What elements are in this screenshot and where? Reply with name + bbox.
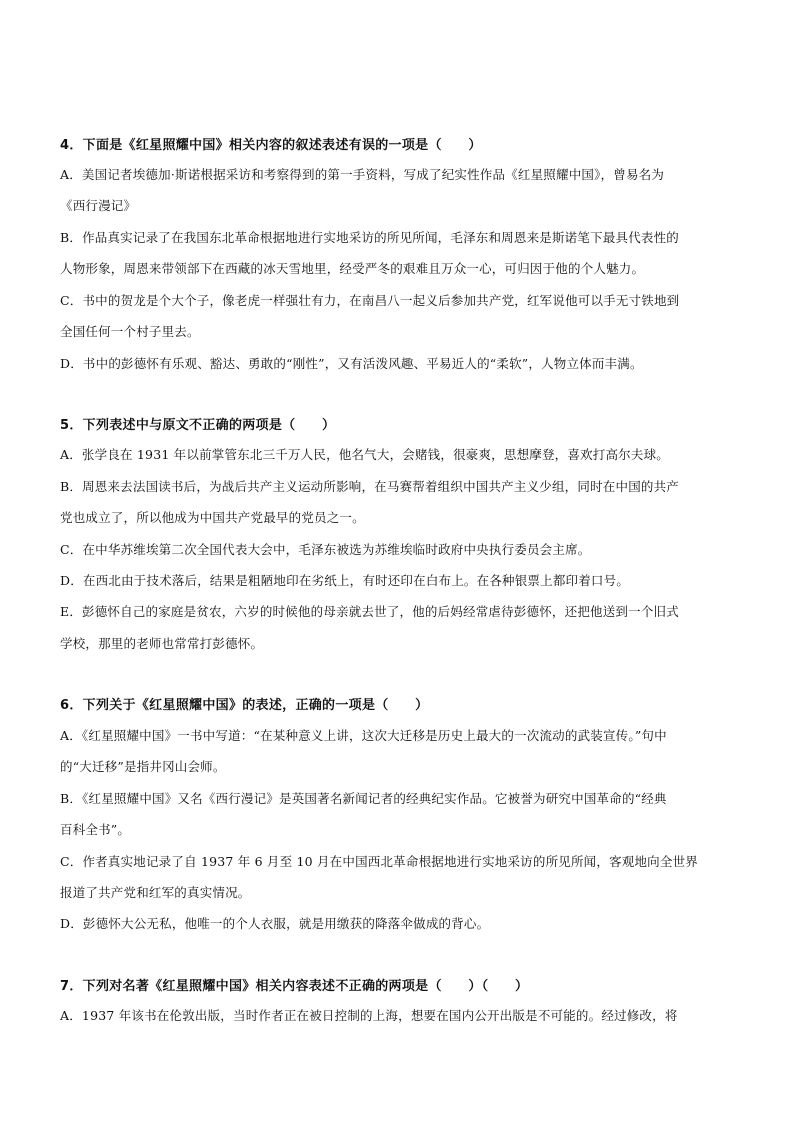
question-5-line-2: B．周恩来去法国读书后，为战后共产主义运动所影响，在马赛帮着组织中国共产主义少组，同时在中国的共产 [60,479,679,494]
question-4-line-1: A．美国记者埃德加·斯诺根据采访和考察得到的第一手资料，写成了纪实性作品《红星照耀中国》，曾易名为 [60,167,665,182]
question-6-title: 6．下列关于《红星照耀中国》的表述，正确的一项是（ ） [60,698,429,713]
question-7-title: 7．下列对名著《红星照耀中国》相关内容表述不正确的两项是（ ）（ ） [60,979,529,994]
question-4-title: 4．下面是《红星照耀中国》相关内容的叙述表述有误的一项是（ ） [60,138,482,153]
question-5-line-5: D．在西北由于技术落后，结果是粗陋地印在劣纸上，有时还印在白布上。在各种银票上都印着口号。 [60,573,630,588]
question-4-line-2: 《西行漫记》 [60,198,137,213]
question-5-line-4: C．在中华苏维埃第二次全国代表大会中，毛泽东被选为苏维埃临时政府中央执行委员会主席。 [60,542,591,557]
question-5-line-6: E．彭德怀自己的家庭是贫农，六岁的时候他的母亲就去世了，他的后妈经常虐待彭德怀，还把他送到一个旧式 [60,604,679,619]
question-5-line-3: 党也成立了，所以他成为中国共产党最早的党员之一。 [60,510,365,525]
question-4-line-7: D．书中的彭德怀有乐观、豁达、勇敢的“刚性”，又有活泼风趣、平易近人的“柔软”，人物立体而丰满。 [60,356,643,371]
question-6-line-4: 百科全书”。 [60,822,131,837]
question-7-line-1: A．1937 年该书在伦敦出版，当时作者正在被日控制的上海，想要在国内公开出版是不可能的。经过修改，将 [60,1008,678,1023]
question-5-line-1: A．张学良在 1931 年以前掌管东北三千万人民，他名气大，会赌钱，很豪爽，思想摩登，喜欢打高尔夫球。 [60,447,669,462]
question-4-line-6: 全国任何一个村子里去。 [60,324,200,339]
question-6-line-3: B．《红星照耀中国》又名《西行漫记》是英国著名新闻记者的经典纪实作品。它被誉为研究中国革命的“经典 [60,791,667,806]
question-4-line-5: C．书中的贺龙是个大个子，像老虎一样强壮有力，在南昌八一起义后参加共产党，红军说他可以手无寸铁地到 [60,293,680,308]
question-5-line-7: 学校，那里的老师也常常打彭德怀。 [60,636,264,651]
question-6-line-7: D．彭德怀大公无私，他唯一的个人衣服，就是用缴获的降落伞做成的背心。 [60,916,490,931]
question-6-line-5: C．作者真实地记录了自 1937 年 6 月至 10 月在中国西北革命根据地进行实地采访的所见所闻，客观地向全世界 [60,854,698,869]
question-6-line-6: 报道了共产党和红军的真实情况。 [60,885,251,900]
question-6-line-2: 的“大迁移”是指井冈山会师。 [60,759,226,774]
question-4-line-4: 人物形象，周恩来带领部下在西藏的冰天雪地里，经受严冬的艰难且万众一心，可归因于他的个人魅力。 [60,261,645,276]
question-5-title: 5．下列表述中与原文不正确的两项是（ ） [60,418,336,433]
question-4-line-3: B．作品真实记录了在我国东北革命根据地进行实地采访的所见所闻，毛泽东和周恩来是斯诺笔下最具代表性的 [60,230,679,245]
question-6-line-1: A．《红星照耀中国》一书中写道：“在某种意义上讲，这次大迁移是历史上最大的一次流动的武装宣传。”句中 [60,728,667,743]
